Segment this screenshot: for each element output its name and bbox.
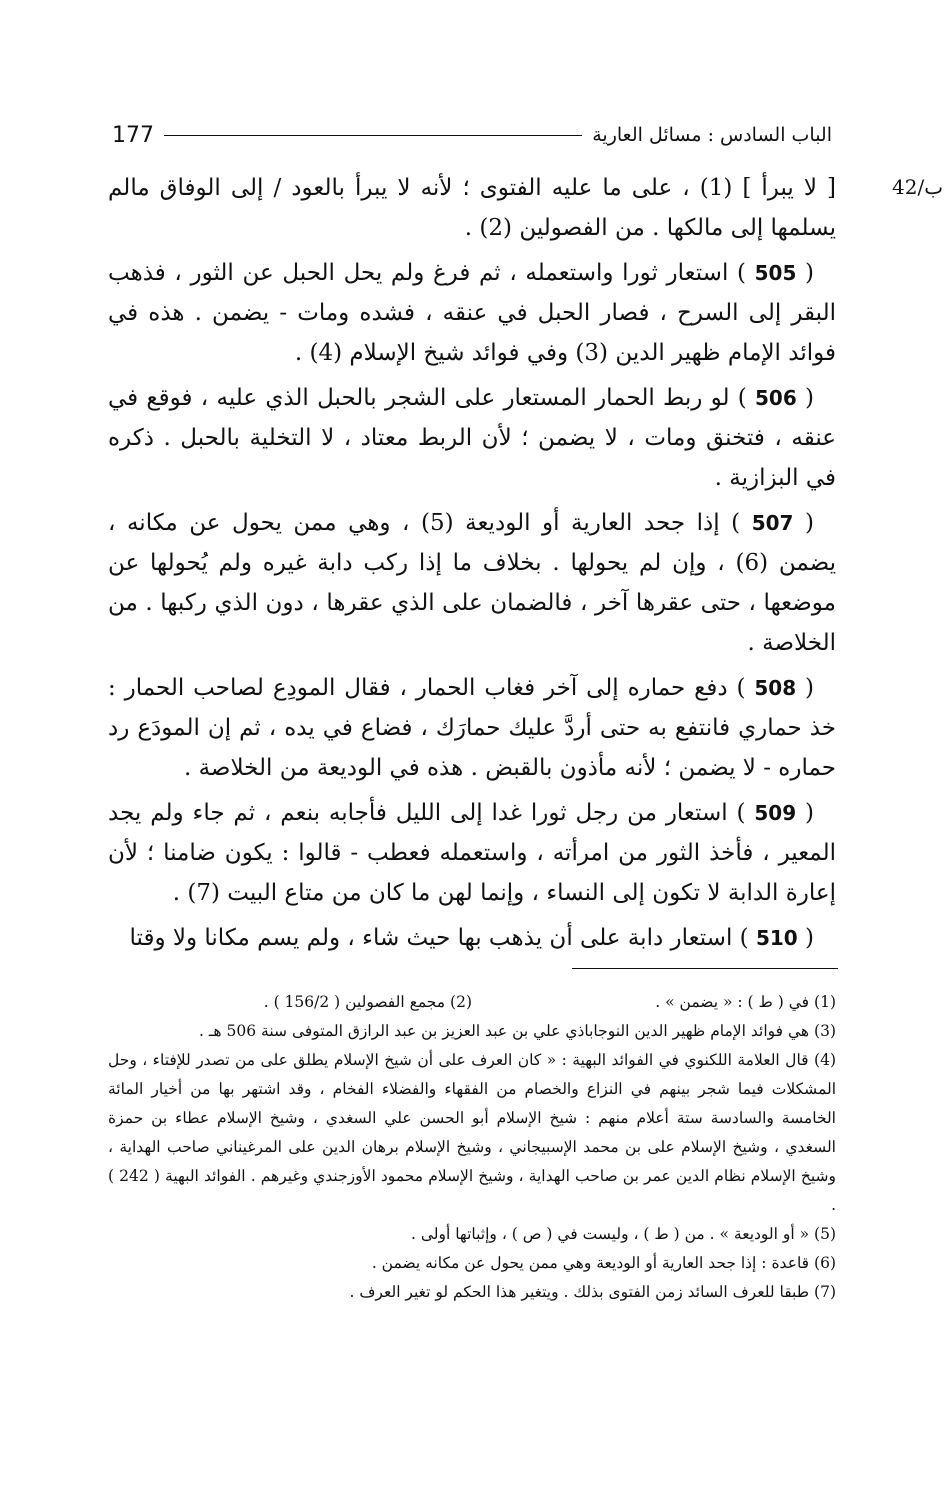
header-rule xyxy=(164,135,582,136)
issue-number: 505 xyxy=(754,261,797,285)
issue-number: 509 xyxy=(754,801,797,825)
paragraph-text: إذا جحد العارية أو الوديعة (5) ، وهي ممن يحول عن مكانه ، يضمن (6) ، وإن لم يحولها . بخلاف ما إذا ركب دابة غيره ولم يُحولها عن موضعها ، حتى عقرها آخر ، فالضمان على الذي عقرها ، دون الذي ركبها . من الخلاصة . xyxy=(108,510,837,656)
paragraph-506: ( 506 ) لو ربط الحمار المستعار على الشجر بالحبل الذي عليه ، فوقع في عنقه ، فتخنق ومات ، لا يضمن ؛ لأن الربط معتاد ، لا التخلية بالحبل . ذكره في البزازية . xyxy=(108,385,836,491)
paragraph-509: ( 509 ) استعار من رجل ثورا غدا إلى الليل فأجابه بنعم ، ثم جاء ولم يجد المعير ، فأخذ الثور من امرأته ، واستعمله فعطب - قالوا : يكون ضامنا ؛ لأن إعارة الدابة لا تكون إلى النساء ، وإنما لهن ما كان من متاع البيت (7) . xyxy=(108,800,836,906)
paragraph-text: استعار دابة على أن يذهب بها حيث شاء ، ولم يسم مكانا ولا وقتا xyxy=(129,925,733,951)
paragraph-text: استعار من رجل ثورا غدا إلى الليل فأجابه بنعم ، ثم جاء ولم يجد المعير ، فأخذ الثور من امرأته ، واستعمله فعطب - قالوا : يكون ضامنا ؛ لأن إعارة الدابة لا تكون إلى النساء ، وإنما لهن ما كان من متاع البيت (7) . xyxy=(108,800,836,906)
main-text xyxy=(108,168,836,963)
chapter-title: الباب السادس : مسائل العارية xyxy=(592,124,832,146)
footnote-7: (7) طبقا للعرف السائد زمن الفتوى بذلك . ويتغير هذا الحكم لو تغير العرف . xyxy=(349,1283,836,1301)
footnote-4: (4) قال العلامة اللكنوي في الفوائد البهية : « كان العرف على أن شيخ الإسلام يطلق على من تصدر للإفتاء ، وحل المشكلات فيما شجر بينهم في النزاع والخصام من الفقهاء والفضلاء الفخام ، وقد اشتهر بها من أخيار المائة الخامسة والسادسة ستة أعلام منهم : شيخ الإسلام أبو الحسن علي السغدي ، وشيخ الإسلام عطاء بن حمزة السغدي ، وشيخ الإسلام على بن محمد الإسبيجاني ، وشيخ الإسلام برهان الدين على المرغيناني صاحب الهداية ، وشيخ الإسلام نظام الدين عمر بن صاحب الهداية ، وشيخ الإسلام محمود الأوزجندي وغيرهم . الفوائد البهية ( 242 ) . xyxy=(108,1051,836,1214)
footnote-3: (3) هي فوائد الإمام ظهير الدين النوجاباذي علي بن عبد العزيز بن عبد الرازق المتوفى سنة 506 هـ . xyxy=(199,1022,836,1040)
footnotes xyxy=(108,988,836,1307)
paragraph-507: ( 507 ) إذا جحد العارية أو الوديعة (5) ، وهي ممن يحول عن مكانه ، يضمن (6) ، وإن لم يحولها . بخلاف ما إذا ركب دابة غيره ولم يُحولها عن موضعها ، حتى عقرها آخر ، فالضمان على الذي عقرها ، دون الذي ركبها . من الخلاصة . xyxy=(108,510,837,656)
paragraph-text: لو ربط الحمار المستعار على الشجر بالحبل الذي عليه ، فوقع في عنقه ، فتخنق ومات ، لا يضمن ؛ لأن الربط معتاد ، لا التخلية بالحبل . ذكره في البزازية . xyxy=(108,385,836,491)
paragraph-510: ( 510 ) استعار دابة على أن يذهب بها حيث شاء ، ولم يسم مكانا ولا وقتا xyxy=(129,925,814,951)
issue-number: 508 xyxy=(754,676,797,700)
footnote-2: (2) مجمع الفصولين ( 156/2 ) . xyxy=(263,993,472,1011)
page-number: 177 xyxy=(112,122,154,148)
paragraph-508: ( 508 ) دفع حماره إلى آخر فغاب الحمار ، فقال المودِع لصاحب الحمار : خذ حماري فانتفع به حتى أردَّ عليك حمارَك ، فضاع في يده ، ثم إن المودَع رد حماره - لا يضمن ؛ لأنه مأذون بالقبض . هذه في الوديعة من الخلاصة . xyxy=(108,675,836,781)
footnote-separator xyxy=(572,968,838,969)
paragraph-continuation xyxy=(108,168,836,248)
paragraph-text: استعار ثورا واستعمله ، ثم فرغ ولم يحل الحبل عن الثور ، فذهب البقر إلى السرح ، فصار الحبل في عنقه ، فشده ومات - يضمن . هذه في فوائد الإمام ظهير الدين (3) وفي فوائد شيخ الإسلام (4) . xyxy=(108,260,836,366)
issue-number: 510 xyxy=(755,926,798,950)
paragraph-505: ( 505 ) استعار ثورا واستعمله ، ثم فرغ ولم يحل الحبل عن الثور ، فذهب البقر إلى السرح ، فصار الحبل في عنقه ، فشده ومات - يضمن . هذه في فوائد الإمام ظهير الدين (3) وفي فوائد شيخ الإسلام (4) . xyxy=(108,260,836,366)
issue-number: 506 xyxy=(755,386,797,410)
footnote-6: (6) قاعدة : إذا جحد العارية أو الوديعة وهي ممن يحول عن مكانه يضمن . xyxy=(371,1254,836,1272)
footnote-1: (1) في ( ط ) : « يضمن » . xyxy=(655,993,836,1011)
paragraph-text: [ لا يبرأ ] (1) ، على ما عليه الفتوى ؛ لأنه لا يبرأ بالعود / إلى الوفاق مالم يسلمها إلى مالكها . من الفصولين (2) . xyxy=(108,175,837,241)
footnote-5: (5) « أو الوديعة » . من ( ط ) ، وليست في ( ص ) ، وإثباتها أولى . xyxy=(411,1225,836,1243)
paragraph-text: دفع حماره إلى آخر فغاب الحمار ، فقال المودِع لصاحب الحمار : خذ حماري فانتفع به حتى أردَّ عليك حمارَك ، فضاع في يده ، ثم إن المودَع رد حماره - لا يضمن ؛ لأنه مأذون بالقبض . هذه في الوديعة من الخلاصة . xyxy=(108,675,836,781)
running-header xyxy=(112,118,832,152)
footnote-row xyxy=(108,988,836,1017)
manuscript-folio-marker: 42/ب xyxy=(892,175,944,199)
issue-number: 507 xyxy=(751,511,794,535)
